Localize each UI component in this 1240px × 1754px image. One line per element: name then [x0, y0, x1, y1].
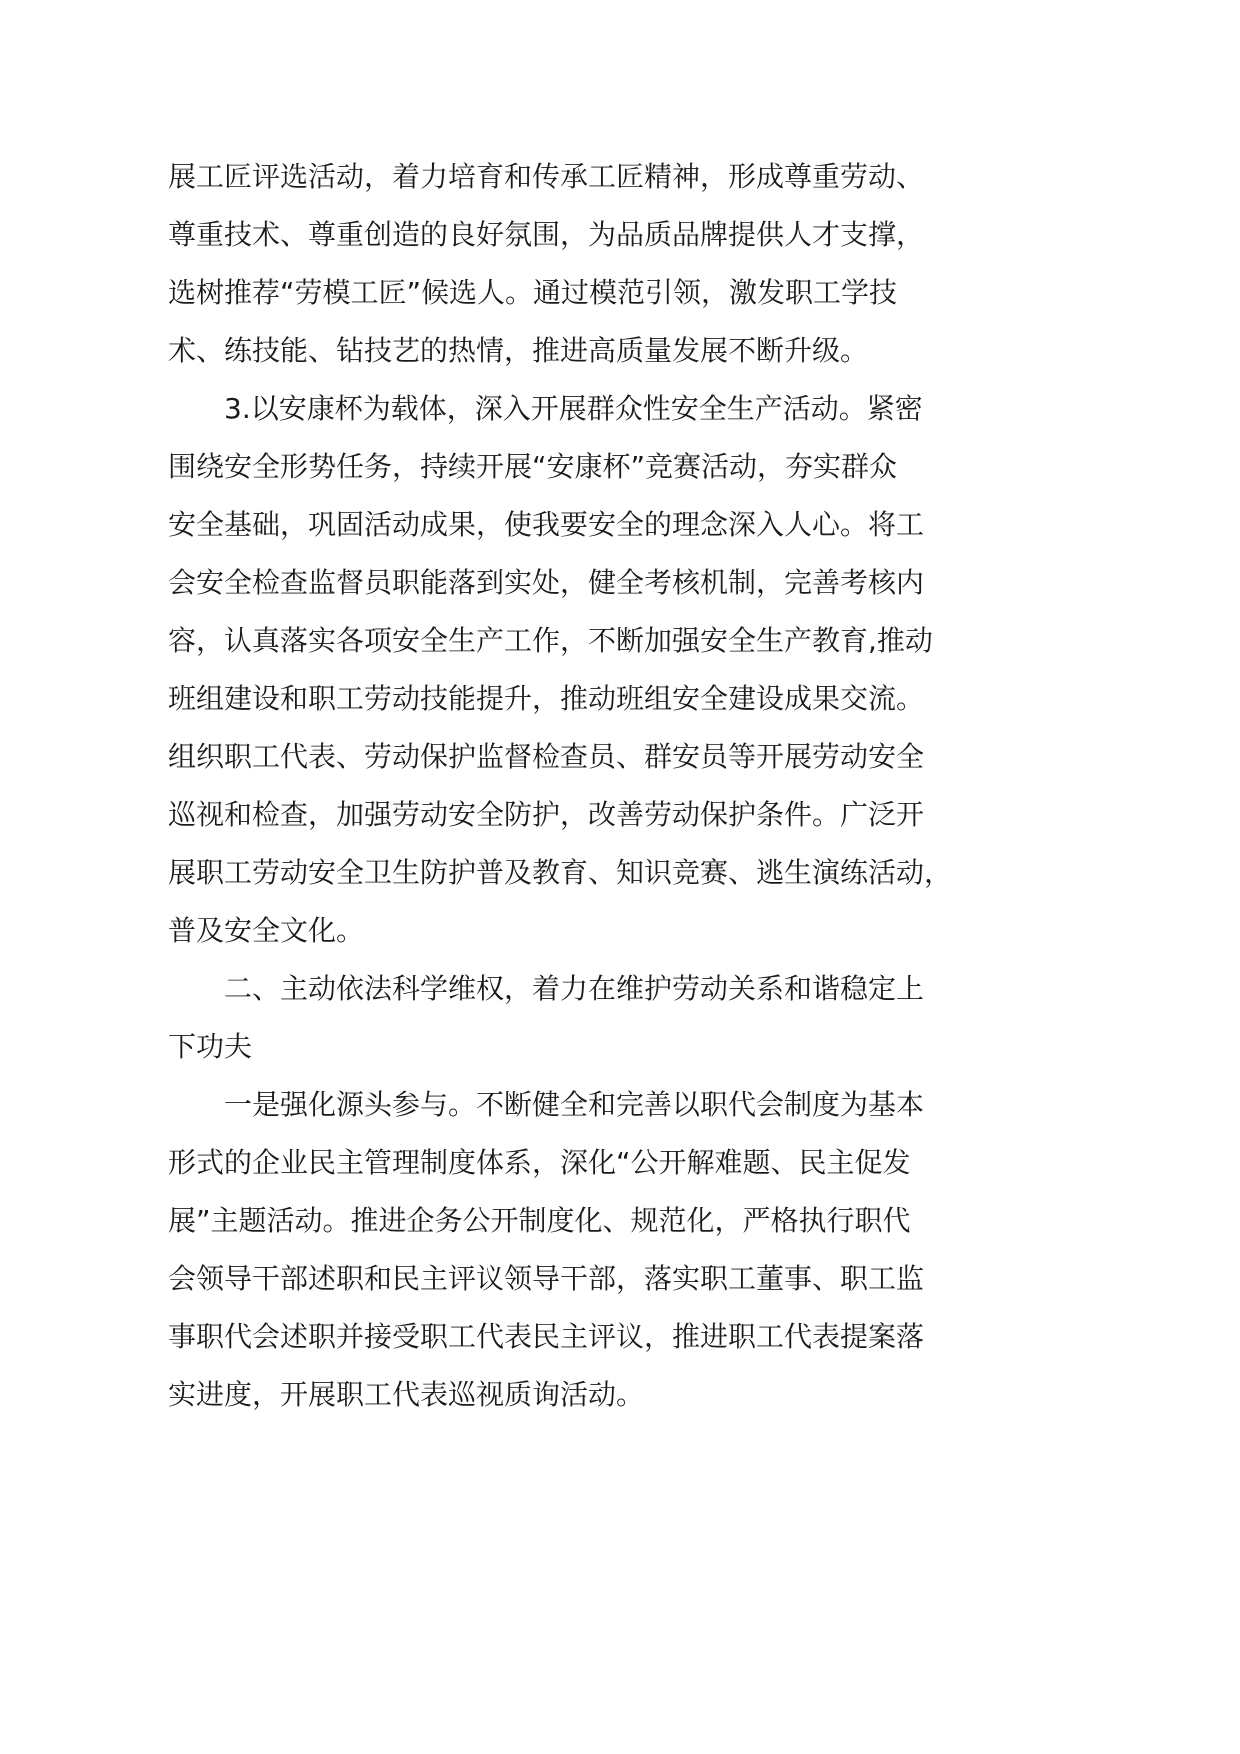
document-body — [168, 148, 953, 1424]
text-line: 组织职工代表、劳动保护监督检查员、群安员等开展劳动安全 — [168, 740, 925, 773]
text-line: 展职工劳动安全卫生防护普及教育、知识竞赛、逃生演练活动， — [168, 856, 953, 889]
text-line: 展工匠评选活动，着力培育和传承工匠精神，形成尊重劳动、 — [168, 160, 925, 193]
text-line: 普及安全文化。 — [168, 914, 365, 947]
text-line: 选树推荐“劳模工匠”候选人。通过模范引领，激发职工学技 — [168, 276, 898, 309]
section-heading-line: 二、主动依法科学维权，着力在维护劳动关系和谐稳定上 — [224, 972, 925, 1005]
text-line: 一是强化源头参与。不断健全和完善以职代会制度为基本 — [224, 1088, 925, 1121]
text-line: 尊重技术、尊重创造的良好氛围，为品质品牌提供人才支撑， — [168, 218, 925, 251]
text-line: 展”主题活动。推进企务公开制度化、规范化，严格执行职代 — [168, 1204, 911, 1237]
text-line: 班组建设和职工劳动技能提升，推动班组安全建设成果交流。 — [168, 682, 925, 715]
text-line: 围绕安全形势任务，持续开展“安康杯”竞赛活动，夯实群众 — [168, 450, 898, 483]
text-line: 术、练技能、钻技艺的热情，推进高质量发展不断升级。 — [168, 334, 869, 367]
text-line: 安全基础，巩固活动成果，使我要安全的理念深入人心。将工 — [168, 508, 925, 541]
text-line: 巡视和检查，加强劳动安全防护，改善劳动保护条件。广泛开 — [168, 798, 925, 831]
text-line: 会安全检查监督员职能落到实处，健全考核机制，完善考核内 — [168, 566, 925, 599]
text-line: 容，认真落实各项安全生产工作，不断加强安全生产教育,推动 — [168, 624, 933, 657]
text-line: 3.以安康杯为载体，深入开展群众性安全生产活动。紧密 — [224, 392, 923, 425]
text-line: 事职代会述职并接受职工代表民主评议，推进职工代表提案落 — [168, 1320, 925, 1353]
text-line: 实进度，开展职工代表巡视质询活动。 — [168, 1378, 645, 1411]
section-heading-line: 下功夫 — [168, 1030, 253, 1063]
text-line: 会领导干部述职和民主评议领导干部，落实职工董事、职工监 — [168, 1262, 925, 1295]
text-line: 形式的企业民主管理制度体系，深化“公开解难题、民主促发 — [168, 1146, 911, 1179]
